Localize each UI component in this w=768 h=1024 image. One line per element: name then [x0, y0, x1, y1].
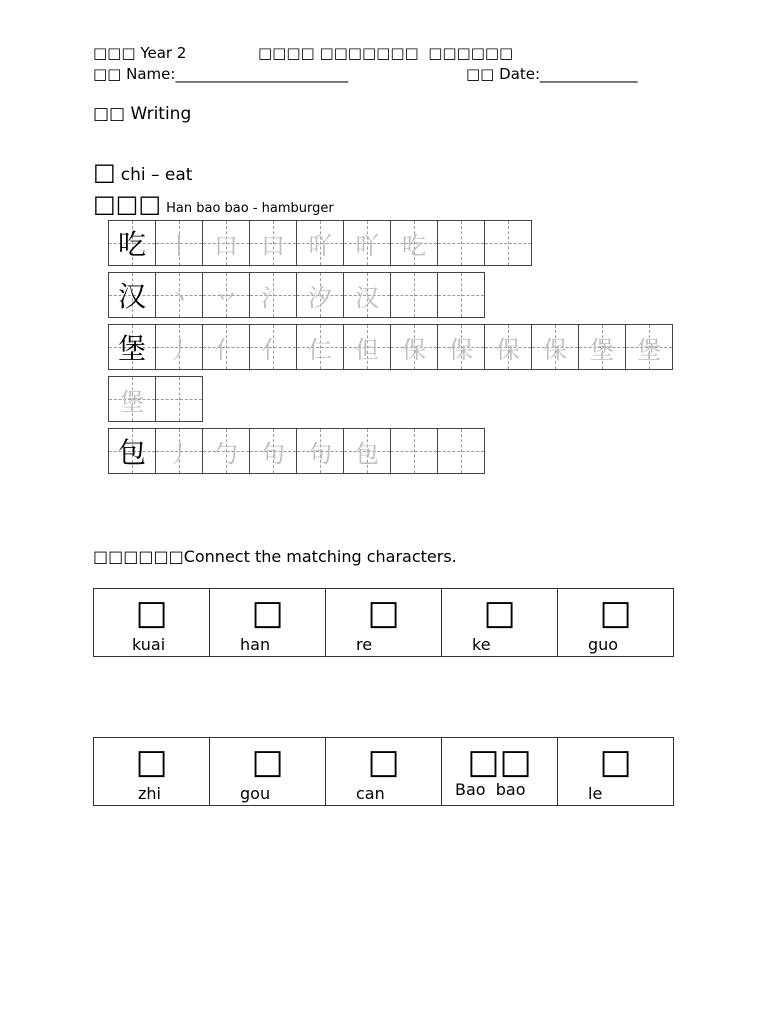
trace-cell[interactable] — [297, 325, 344, 369]
practice-row-bao-fort — [108, 324, 673, 370]
match-cell[interactable] — [558, 738, 673, 805]
match-pinyin: re — [356, 635, 373, 654]
stroke-trace: 保 — [543, 335, 567, 364]
model-char: 汉 — [117, 280, 146, 313]
trace-cell[interactable] — [579, 325, 626, 369]
trace-cell[interactable] — [250, 429, 297, 473]
trace-cell[interactable] — [626, 325, 672, 369]
match-pinyin: zhi — [138, 784, 161, 803]
practice-row-bao-fort-continued — [108, 376, 203, 422]
word1-line — [93, 158, 192, 186]
trace-cell[interactable] — [532, 325, 579, 369]
stroke-trace: 句 — [308, 439, 332, 468]
stroke-trace: 仁 — [308, 335, 332, 364]
match-char: □ — [251, 742, 284, 782]
trace-cell[interactable] — [438, 273, 484, 317]
match-char: □ — [599, 742, 632, 782]
matching-prefix: □□□□□□ — [93, 547, 184, 566]
stroke-trace: 保 — [402, 335, 426, 364]
grade-label: Year 2 — [140, 44, 187, 62]
stroke-trace: 丿 — [167, 439, 191, 468]
match-char: □ — [367, 593, 400, 633]
trace-cell[interactable] — [438, 325, 485, 369]
trace-cell[interactable] — [438, 221, 485, 265]
stroke-trace: 保 — [449, 335, 473, 364]
model-cell — [109, 429, 156, 473]
match-cell[interactable] — [326, 589, 442, 656]
model-char: 吃 — [117, 228, 146, 261]
trace-cell[interactable] — [391, 221, 438, 265]
matching-instruction — [93, 547, 457, 566]
stroke-trace: 亻 — [261, 335, 285, 364]
trace-cell[interactable] — [297, 429, 344, 473]
date-field[interactable]: Date:_____________ — [499, 65, 638, 83]
trace-cell[interactable] — [485, 325, 532, 369]
model-cell — [109, 221, 156, 265]
match-char: □ — [251, 593, 284, 633]
name-prefix: □□ — [93, 65, 122, 83]
matching-table-2 — [93, 737, 674, 806]
stroke-trace: 汐 — [308, 283, 332, 312]
model-cell — [109, 325, 156, 369]
stroke-trace: 勹 — [214, 439, 238, 468]
trace-cell[interactable] — [250, 221, 297, 265]
match-pinyin: le — [588, 784, 603, 803]
grade-prefix: □□□ — [93, 44, 136, 62]
writing-label: Writing — [130, 104, 192, 124]
match-pinyin: han — [240, 635, 271, 654]
match-char: □ — [367, 742, 400, 782]
practice-row-han — [108, 272, 485, 318]
date-prefix: □□ — [466, 65, 495, 83]
stroke-trace: 吖 — [308, 231, 332, 260]
stroke-trace: 氵 — [261, 283, 285, 312]
match-cell[interactable] — [442, 589, 558, 656]
trace-cell[interactable] — [297, 273, 344, 317]
trace-cell[interactable] — [344, 221, 391, 265]
stroke-trace: 丶 — [167, 283, 191, 312]
trace-cell[interactable] — [109, 377, 156, 421]
model-cell — [109, 273, 156, 317]
match-pinyin: guo — [588, 635, 619, 654]
match-cell[interactable] — [210, 589, 326, 656]
match-char: □□ — [467, 742, 532, 782]
trace-cell[interactable] — [250, 273, 297, 317]
stroke-trace: 丨 — [167, 231, 191, 260]
match-pinyin: ke — [472, 635, 491, 654]
trace-cell[interactable] — [438, 429, 484, 473]
stroke-trace: 丷 — [214, 283, 238, 312]
trace-cell[interactable] — [203, 273, 250, 317]
match-cell[interactable] — [210, 738, 326, 805]
stroke-trace: 吖 — [355, 231, 379, 260]
name-field[interactable]: Name:_______________________ — [126, 65, 348, 83]
stroke-trace: 亻 — [214, 335, 238, 364]
match-char: □ — [483, 593, 516, 633]
match-char: □ — [135, 742, 168, 782]
match-cell[interactable] — [326, 738, 442, 805]
stroke-trace: 口 — [261, 231, 285, 260]
practice-row-chi — [108, 220, 532, 266]
word2-gloss: Han bao bao - hamburger — [166, 201, 334, 216]
stroke-trace: 吃 — [402, 231, 426, 260]
match-cell[interactable] — [94, 589, 210, 656]
grade-line — [93, 44, 186, 62]
stroke-trace: 汉 — [355, 283, 379, 312]
word1-gloss: chi – eat — [120, 165, 193, 185]
unit-title: □□□□ □□□□□□□ □□□□□□ — [258, 44, 514, 62]
trace-cell[interactable] — [391, 429, 438, 473]
stroke-trace: 但 — [355, 335, 379, 364]
match-cell[interactable] — [442, 738, 558, 805]
match-char: □ — [135, 593, 168, 633]
trace-cell[interactable] — [203, 429, 250, 473]
match-pinyin: gou — [240, 784, 271, 803]
stroke-trace: 丿 — [167, 335, 191, 364]
model-char: 堡 — [117, 332, 146, 365]
trace-cell[interactable] — [203, 221, 250, 265]
trace-cell[interactable] — [344, 325, 391, 369]
match-char: □ — [599, 593, 632, 633]
trace-cell[interactable] — [250, 325, 297, 369]
trace-cell[interactable] — [156, 221, 203, 265]
stroke-trace: 保 — [496, 335, 520, 364]
trace-cell[interactable] — [391, 273, 438, 317]
trace-cell[interactable] — [485, 221, 531, 265]
trace-cell[interactable] — [203, 325, 250, 369]
date-line — [466, 65, 638, 83]
trace-cell[interactable] — [156, 273, 203, 317]
matching-instruction-text: Connect the matching characters. — [183, 547, 457, 566]
word2-chars: □□□ — [93, 190, 162, 218]
trace-cell[interactable] — [156, 429, 203, 473]
trace-cell[interactable] — [297, 221, 344, 265]
match-cell[interactable] — [558, 589, 673, 656]
stroke-trace: 堡 — [637, 335, 661, 364]
match-pinyin: kuai — [132, 635, 166, 654]
match-pinyin: Bao bao — [455, 780, 526, 799]
stroke-trace: 包 — [355, 439, 379, 468]
stroke-trace: 堡 — [590, 335, 614, 364]
trace-cell[interactable] — [344, 273, 391, 317]
writing-prefix: □□ — [93, 104, 126, 124]
word2-line — [93, 190, 334, 218]
matching-table-1 — [93, 588, 674, 657]
trace-cell[interactable] — [344, 429, 391, 473]
model-char: 包 — [117, 436, 146, 469]
match-cell[interactable] — [94, 738, 210, 805]
stroke-trace: 堡 — [120, 387, 144, 416]
trace-cell[interactable] — [156, 325, 203, 369]
trace-cell[interactable] — [156, 377, 202, 421]
name-line — [93, 65, 348, 83]
writing-heading — [93, 104, 191, 124]
practice-row-bao-wrap — [108, 428, 485, 474]
match-pinyin: can — [356, 784, 385, 803]
stroke-trace: 句 — [261, 439, 285, 468]
word1-char: □ — [93, 158, 116, 186]
trace-cell[interactable] — [391, 325, 438, 369]
stroke-trace: 口 — [214, 231, 238, 260]
